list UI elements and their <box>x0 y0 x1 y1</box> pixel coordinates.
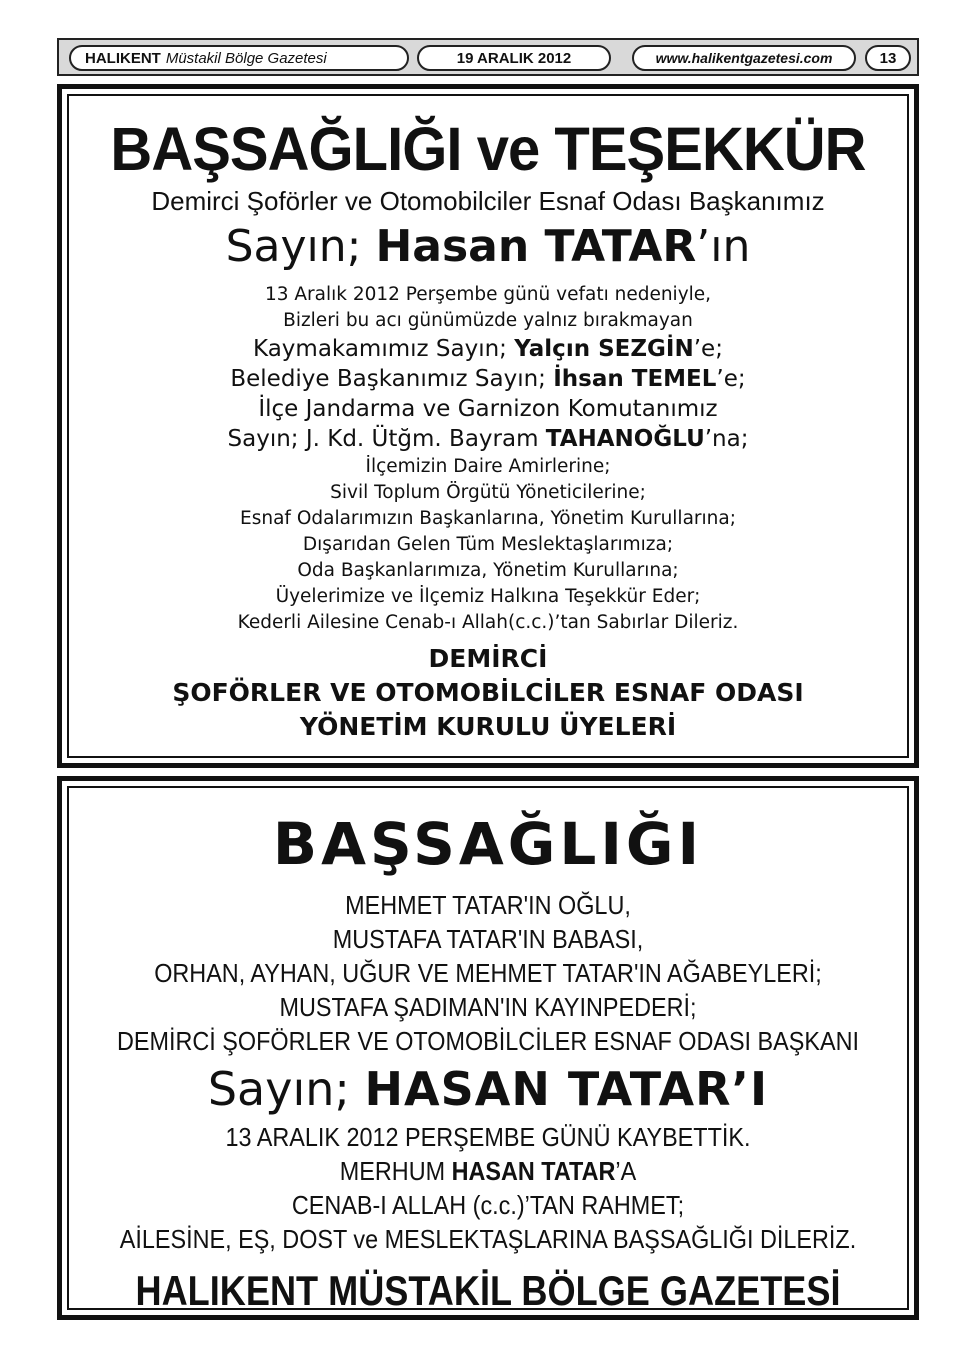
merhum-name: HASAN TATAR <box>451 1156 616 1186</box>
ad-text-line: 13 Aralık 2012 Perşembe günü vefatı nedeniyle, <box>264 284 712 305</box>
thanks-name: Yalçın SEZGİN <box>514 336 694 362</box>
ad-text-line: İlçemizin Daire Amirlerine; <box>365 456 611 477</box>
thanks-prefix: Belediye Başkanımız Sayın; <box>230 366 554 392</box>
newspaper-name <box>69 45 409 71</box>
ad-text-line: Oda Başkanlarımıza, Yönetim Kurullarına; <box>297 560 679 581</box>
honoree-line <box>69 1058 907 1120</box>
salutation: Sayın; <box>207 1062 365 1116</box>
page-header <box>57 38 919 76</box>
signature-line: DEMİRCİ <box>428 644 548 673</box>
condolence-thanks-ad <box>57 84 919 768</box>
honoree-suffix: ’ın <box>696 221 751 272</box>
issue-date: 19 ARALIK 2012 <box>417 45 611 71</box>
ad-text-line: Dışarıdan Gelen Tüm Meslektaşlarımıza; <box>302 534 674 555</box>
thanks-prefix: Kaymakamımız Sayın; <box>253 336 515 362</box>
thanks-prefix: Sayın; J. Kd. Ütğm. Bayram <box>227 426 546 452</box>
ad-text-line: Bizleri bu acı günümüzde yalnız bırakmayan <box>283 310 693 331</box>
ad-title: BAŞSAĞLIĞI <box>272 810 704 878</box>
ad-text-line: Esnaf Odalarımızın Başkanlarına, Yönetim Kurullarına; <box>240 508 736 529</box>
honoree-name: HASAN TATAR’I <box>364 1062 769 1116</box>
thanks-line <box>69 424 907 454</box>
thanks-suffix: ’na; <box>704 426 749 452</box>
ad-text-line: Sivil Toplum Örgütü Yöneticilerine; <box>330 482 646 503</box>
page-number: 13 <box>865 45 911 71</box>
ad-text-line: MEHMET TATAR'IN OĞLU, <box>345 890 631 920</box>
signature-line: YÖNETİM KURULU ÜYELERİ <box>299 712 677 741</box>
ad-text-line: 13 ARALIK 2012 PERŞEMBE GÜNÜ KAYBETTİK. <box>225 1122 751 1152</box>
website-link[interactable]: www.halikentgazetesi.com <box>632 45 856 71</box>
ad-text-line: AİLESİNE, EŞ, DOST ve MESLEKTAŞLARINA BAŞSAĞLIĞI DİLERİZ. <box>119 1224 857 1254</box>
thanks-name: TAHANOĞLU <box>545 426 705 452</box>
thanks-line: İlçe Jandarma ve Garnizon Komutanımız <box>258 396 718 422</box>
honoree-name: Hasan TATAR <box>375 221 697 272</box>
ad-text-line: CENAB-I ALLAH (c.c.)’TAN RAHMET; <box>291 1190 685 1220</box>
signature-line: ŞOFÖRLER VE OTOMOBİLCİLER ESNAF ODASI <box>172 678 804 707</box>
signature-line: HALIKENT MÜSTAKİL BÖLGE GAZETESİ <box>135 1267 841 1314</box>
ad-frame <box>67 94 909 758</box>
ad-text-line: Üyelerimize ve İlçemiz Halkına Teşekkür Eder; <box>275 586 701 607</box>
ad-text-line: MUSTAFA TATAR'IN BABASI, <box>332 924 644 954</box>
salutation: Sayın; <box>225 221 376 272</box>
ad-intro: Demirci Şoförler ve Otomobilciler Esnaf Odası Başkanımız <box>151 186 825 216</box>
thanks-suffix: ’e; <box>716 366 746 392</box>
merhum-prefix: MERHUM <box>339 1156 452 1186</box>
newspaper-subtitle: Müstakil Bölge Gazetesi <box>165 49 327 67</box>
ad-text-line: Kederli Ailesine Cenab-ı Allah(c.c.)’tan Sabırlar Dileriz. <box>237 612 739 633</box>
thanks-line <box>69 334 907 364</box>
ad-text-line: ORHAN, AYHAN, UĞUR VE MEHMET TATAR'IN AĞABEYLERİ; <box>154 958 822 988</box>
ad-title: BAŞSAĞLIĞI ve TEŞEKKÜR <box>110 115 866 183</box>
thanks-line <box>69 364 907 394</box>
condolence-ad <box>57 776 919 1320</box>
honoree-line <box>69 218 907 276</box>
newspaper-brand: HALIKENT <box>85 49 161 67</box>
merhum-suffix: ’A <box>615 1156 637 1186</box>
thanks-suffix: ’e; <box>693 336 723 362</box>
ad-text-line: DEMİRCİ ŞOFÖRLER VE OTOMOBİLCİLER ESNAF ODASI BAŞKANI <box>116 1026 860 1056</box>
thanks-name: İhsan TEMEL <box>553 366 717 392</box>
ad-frame <box>67 786 909 1314</box>
merhum-line <box>111 1154 865 1188</box>
ad-text-line: MUSTAFA ŞADIMAN'IN KAYINPEDERİ; <box>279 992 697 1022</box>
